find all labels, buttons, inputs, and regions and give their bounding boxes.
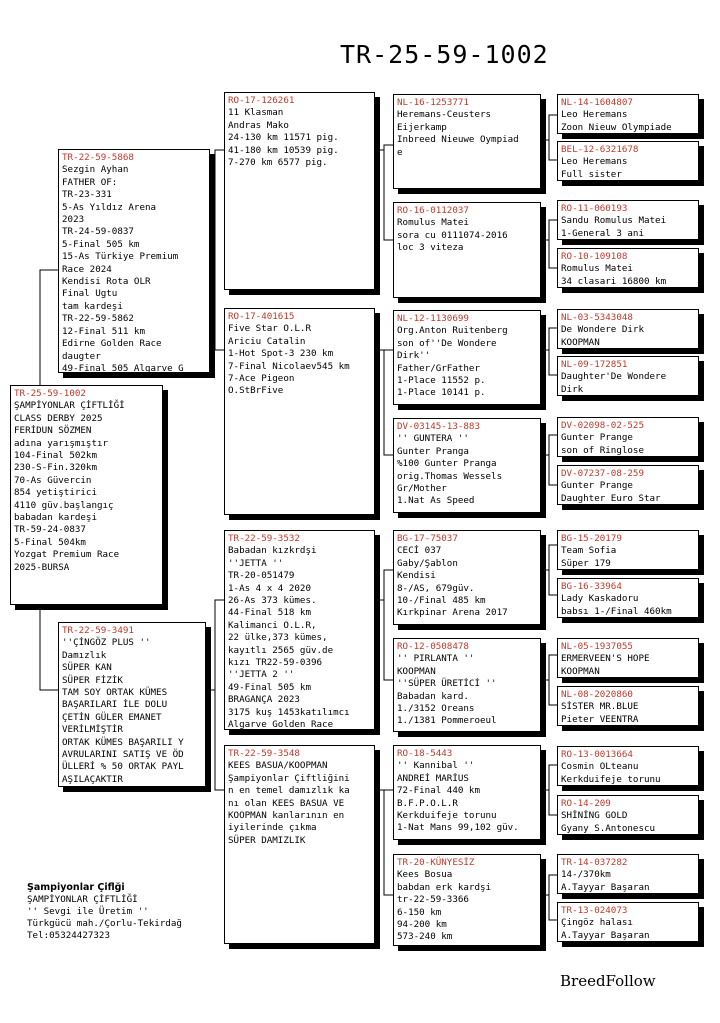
card-line: TR-24-59-0837: [62, 226, 134, 238]
gen4-card-13[interactable]: [557, 746, 699, 786]
card-line: Pieter VEENTRA: [561, 713, 639, 725]
card-line: 24-130 km 11571 pig.: [228, 132, 339, 144]
card-line: Five Star O.L.R: [228, 323, 311, 335]
card-line: Leo Heremans: [561, 109, 628, 121]
card-lines: [561, 371, 695, 396]
ring-number: RO-18-5443: [397, 748, 453, 759]
card-line: Gr/Mother: [397, 483, 447, 495]
ring-number: RO-13-0013664: [561, 749, 633, 760]
card-line: AVRULARINI SATIŞ VE ÖD: [62, 749, 184, 761]
card-line: Gunter Prange: [561, 432, 633, 444]
card-lines: [561, 593, 695, 618]
card-line: 12-Final 511 km: [62, 325, 145, 337]
card-line: babadan kardeşi: [14, 512, 97, 524]
card-line: 2023: [62, 214, 85, 226]
card-line: Süper 179: [561, 557, 611, 569]
gen4-card-4[interactable]: [557, 248, 699, 288]
ring-number: DV-03145-13-883: [397, 421, 480, 432]
ring-number: TR-25-59-1002: [14, 388, 86, 399]
card-lines: [397, 545, 537, 619]
card-line: e: [397, 146, 403, 158]
card-line: KOOPMAN kanlarının en: [228, 810, 345, 822]
card-line: loc 3 viteza: [397, 242, 464, 254]
ring-number: NL-14-1604807: [561, 97, 633, 108]
card-line: tr-22-59-3366: [397, 894, 469, 906]
card-line: Gunter Prange: [561, 480, 633, 492]
card-lines: [62, 637, 202, 786]
card-line: 1-As 4 x 4 2020: [228, 582, 311, 594]
card-line: Final Ugtu: [62, 288, 118, 300]
card-line: 854 yetiştirici: [14, 487, 97, 499]
gen4-card-6[interactable]: [557, 356, 699, 396]
ring-number: BG-16-33964: [561, 581, 622, 592]
ring-number: TR-22-59-3548: [228, 748, 300, 759]
card-line: Andras Mako: [228, 119, 289, 131]
card-line: TR-23-331: [62, 189, 112, 201]
card-line: Sezgin Ayhan: [62, 164, 129, 176]
card-lines: [228, 760, 371, 847]
card-line: 7-Final Nicolaev545 km: [228, 360, 350, 372]
card-line: O.StBrFive: [228, 385, 284, 397]
ring-number: TR-22-59-3491: [62, 625, 134, 636]
card-line: 7-Ace Pigeon: [228, 373, 295, 385]
ring-number: RO-14-209: [561, 798, 611, 809]
gen3-card-4[interactable]: [393, 418, 541, 513]
card-line: Babadan kard.: [397, 690, 469, 702]
card-lines: [397, 433, 537, 507]
card-line: TR-22-59-5862: [62, 313, 134, 325]
card-line: tam kardeşi: [62, 300, 123, 312]
ring-number: BEL-12-6321678: [561, 144, 639, 155]
card-line: 1.Nat As Speed: [397, 495, 475, 507]
card-line: BRAGANÇA 2023: [228, 694, 300, 706]
card-line: Romulus Matei: [561, 263, 633, 275]
card-line: Kerkduifeje torunu: [397, 810, 497, 822]
card-line: 10-/Final 485 km: [397, 595, 486, 607]
dam-card[interactable]: [58, 622, 206, 787]
card-lines: [561, 869, 695, 894]
card-lines: [14, 400, 159, 574]
card-line: SÜPER FİZİK: [62, 674, 123, 686]
gen3-card-5[interactable]: [393, 530, 541, 625]
card-line: 3175 kuş 1453katılımcı: [228, 706, 350, 718]
card-line: 34 clasari 16800 km: [561, 275, 667, 287]
gen3-card-7[interactable]: [393, 745, 541, 840]
breeder-name: Şampiyonlar Çiflği: [27, 882, 125, 893]
card-line: Kees Bosua: [397, 869, 453, 881]
card-line: ''JETTA 2 '': [228, 669, 295, 681]
card-line: Org.Anton Ruitenberg: [397, 325, 508, 337]
card-line: babdan erk kardşi: [397, 881, 492, 893]
card-line: KOOPMAN: [561, 665, 600, 677]
card-lines: [62, 164, 206, 373]
card-line: Algarve Golden Race: [228, 719, 334, 730]
card-line: Father/GrFather: [397, 362, 480, 374]
gen4-card-12[interactable]: [557, 686, 699, 726]
card-line: Gyany S.Antonescu: [561, 822, 656, 834]
ring-number: TR-13-024073: [561, 905, 628, 916]
card-line: kızı TR22-59-0396: [228, 657, 323, 669]
card-line: Lady Kaskadoru: [561, 593, 639, 605]
card-line: 41-180 km 10539 pig.: [228, 144, 339, 156]
card-line: 49-Final 505 km: [228, 681, 311, 693]
card-line: A.Tayyar Başaran: [561, 929, 650, 941]
card-line: '' Kannibal '': [397, 760, 475, 772]
card-line: CLASS DERBY 2025: [14, 412, 103, 424]
card-lines: [561, 215, 695, 240]
gen3-card-3[interactable]: [393, 310, 541, 405]
card-line: Ariciu Catalin: [228, 335, 306, 347]
ring-number: BG-15-20179: [561, 533, 622, 544]
card-line: Edirne Golden Race: [62, 338, 162, 350]
card-line: FERİDUN SÖZMEN: [14, 425, 92, 437]
ring-number: NL-16-1253771: [397, 97, 469, 108]
page-title: TR-25-59-1002: [340, 40, 549, 69]
ring-number: NL-05-1937055: [561, 641, 633, 652]
card-line: Cosmin OLteanu: [561, 761, 639, 773]
gen4-card-14[interactable]: [557, 795, 699, 835]
card-line: babsı 1-/Final 460km: [561, 605, 672, 617]
card-line: ŞAMPİYONLAR ÇİFTLİĞİ: [14, 400, 125, 412]
card-line: Full sister: [561, 168, 622, 180]
card-line: ÇETİN GÜLER EMANET: [62, 711, 162, 723]
card-lines: [561, 545, 695, 570]
card-lines: [561, 653, 695, 678]
card-line: 4110 güv.başlangıç: [14, 499, 114, 511]
card-lines: [397, 217, 537, 254]
card-line: Yozgat Premium Race: [14, 549, 120, 561]
card-line: Şampiyonlar Çiftliğini: [228, 772, 350, 784]
ring-number: BG-17-75037: [397, 533, 458, 544]
card-line: TAM SOY ORTAK KÜMES: [62, 687, 168, 699]
card-line: 1-Place 10141 p.: [397, 387, 486, 399]
subject-card[interactable]: [10, 385, 163, 605]
card-line: SÜPER KAN: [62, 662, 112, 674]
ring-number: NL-03-5343048: [561, 312, 633, 323]
card-line: 5-Final 505 km: [62, 238, 140, 250]
card-line: TR-20-051479: [228, 570, 295, 582]
card-line: KOOPMAN: [397, 665, 436, 677]
card-lines: [397, 869, 537, 943]
card-line: CECİ 037: [397, 545, 442, 557]
card-line: orig.Thomas Wessels: [397, 470, 503, 482]
card-line: Inbreed Nieuwe Oympiad: [397, 134, 519, 146]
ring-number: NL-09-172851: [561, 359, 628, 370]
breeder-line: '' Sevgi ile Üretim '': [27, 906, 149, 917]
card-line: 2025-BURSA: [14, 561, 70, 573]
ring-number: TR-14-037282: [561, 857, 628, 868]
card-lines: [397, 760, 537, 834]
card-line: son of Ringlose: [561, 444, 644, 456]
card-line: sora cu 0111074-2016: [397, 229, 508, 241]
granddam-paternal-card[interactable]: [224, 308, 375, 515]
card-line: '' PIRLANTA '': [397, 653, 475, 665]
card-line: 72-Final 440 km: [397, 785, 480, 797]
gen4-card-8[interactable]: [557, 465, 699, 505]
card-line: KOOPMAN: [561, 336, 600, 348]
card-line: iyilerinde çıkma: [228, 822, 317, 834]
card-line: Gaby/Şablon: [397, 557, 458, 569]
card-lines: [561, 480, 695, 505]
card-line: SİSTER MR.BLUE: [561, 701, 639, 713]
card-line: ERMERVEEN'S HOPE: [561, 653, 650, 665]
grandsire-maternal-card[interactable]: [224, 530, 375, 730]
breeder-line: Türkgücü mah./Çorlu-Tekirdağ: [27, 918, 182, 929]
card-line: 5-Final 504km: [14, 536, 86, 548]
card-line: Kırkpinar Arena 2017: [397, 607, 508, 619]
card-line: Sandu Romulus Matei: [561, 215, 667, 227]
card-line: ORTAK KÜMES BAŞARILI Y: [62, 736, 184, 748]
card-lines: [561, 917, 695, 942]
card-line: kayıtlı 2565 güv.de: [228, 644, 334, 656]
gen4-card-7[interactable]: [557, 417, 699, 457]
card-line: 104-Final 502km: [14, 450, 97, 462]
gen4-card-5[interactable]: [557, 309, 699, 349]
gen4-card-1[interactable]: [557, 94, 699, 134]
gen3-card-1[interactable]: [393, 94, 541, 189]
card-line: 1./3152 Oreans: [397, 703, 475, 715]
gen3-card-2[interactable]: [393, 202, 541, 298]
ring-number: RO-11-060193: [561, 203, 628, 214]
card-line: 5-As Yıldız Arena: [62, 201, 157, 213]
card-line: Dirk: [561, 383, 584, 395]
brand-logo-text: BreedFollow: [560, 972, 656, 990]
gen4-card-9[interactable]: [557, 530, 699, 570]
card-lines: [561, 432, 695, 457]
gen4-card-10[interactable]: [557, 578, 699, 618]
card-line: 7-270 km 6577 pig.: [228, 157, 328, 169]
breeder-phone: Tel:05324427323: [27, 930, 110, 941]
card-line: 1-Nat Mans 99,102 güv.: [397, 822, 519, 834]
gen4-card-11[interactable]: [557, 638, 699, 678]
card-lines: [228, 545, 371, 730]
card-line: 22 ülke,373 kümes,: [228, 632, 328, 644]
card-line: 15-As Türkiye Premium: [62, 251, 179, 263]
card-line: 8-/AS, 679güv.: [397, 582, 475, 594]
card-line: 26-As 373 kümes.: [228, 595, 317, 607]
card-line: KEES BASUA/KOOPMAN: [228, 760, 328, 772]
card-line: Daughter Euro Star: [561, 492, 661, 504]
card-line: Race 2024: [62, 263, 112, 275]
ring-number: RO-17-126261: [228, 95, 295, 106]
card-line: SHİNİNG GOLD: [561, 810, 628, 822]
grandsire-paternal-card[interactable]: [224, 92, 375, 290]
ring-number: NL-12-1130699: [397, 313, 469, 324]
gen3-card-8[interactable]: [393, 854, 541, 946]
card-line: 70-As Güvercin: [14, 474, 92, 486]
card-line: Eijerkamp: [397, 121, 447, 133]
ring-number: RO-10-109108: [561, 251, 628, 262]
card-lines: [561, 263, 695, 288]
card-line: 1-Place 11552 p.: [397, 375, 486, 387]
gen4-card-16[interactable]: [557, 902, 699, 942]
card-line: Heremans-Ceusters: [397, 109, 492, 121]
card-line: ''JETTA '': [228, 557, 284, 569]
ring-number: RO-12-0508478: [397, 641, 469, 652]
card-line: 6-150 km: [397, 906, 442, 918]
card-line: A.Tayyar Başaran: [561, 881, 650, 893]
sire-card[interactable]: [58, 149, 210, 373]
card-line: ''ÇİNGÖZ PLUS '': [62, 637, 151, 649]
card-line: Romulus Matei: [397, 217, 469, 229]
card-line: 44-Final 518 km: [228, 607, 311, 619]
card-line: 1-Hot Spot-3 230 km: [228, 348, 334, 360]
card-line: ANDREİ MARİUS: [397, 772, 469, 784]
card-lines: [561, 810, 695, 835]
card-line: son of''De Wondere: [397, 337, 497, 349]
card-line: Leo Heremans: [561, 156, 628, 168]
ring-number: DV-02098-02-525: [561, 420, 644, 431]
card-lines: [397, 325, 537, 399]
card-line: daugter: [62, 350, 101, 362]
card-lines: [561, 109, 695, 134]
card-line: BAŞARILARI İLE DOLU: [62, 699, 168, 711]
card-line: Kerkduifeje torunu: [561, 773, 661, 785]
card-line: ''SÜPER ÜRETİCİ '': [397, 678, 497, 690]
card-line: '' GUNTERA '': [397, 433, 469, 445]
gen3-card-6[interactable]: [393, 638, 541, 732]
card-line: Kalimanci O.L.R,: [228, 619, 317, 631]
card-line: VERİLMİŞTİR: [62, 724, 123, 736]
card-line: 94-200 km: [397, 919, 447, 931]
card-line: Team Sofia: [561, 545, 617, 557]
card-line: 573-240 km: [397, 931, 453, 943]
ring-number: RO-16-0112037: [397, 205, 469, 216]
card-line: Damızlık: [62, 649, 107, 661]
ring-number: TR-20-KÜNYESİZ: [397, 857, 475, 868]
card-line: %100 Gunter Pranga: [397, 458, 497, 470]
card-lines: [228, 107, 371, 169]
card-line: Çingöz halası: [561, 917, 633, 929]
card-line: AŞILAÇAKTIR: [62, 773, 123, 785]
breeder-line: ŞAMPİYONLAR ÇİFTLİĞİ: [27, 894, 138, 905]
card-line: Kendisi Rota OLR: [62, 276, 151, 288]
ring-number: TR-22-59-5868: [62, 152, 134, 163]
card-line: SÜPER DAMIZLIK: [228, 834, 306, 846]
card-lines: [397, 109, 537, 159]
ring-number: DV-07237-08-259: [561, 468, 644, 479]
card-line: 49-Final 505 Algarve G: [62, 362, 184, 373]
gen4-card-2[interactable]: [557, 141, 699, 181]
card-line: TR-59-24-0837: [14, 524, 86, 536]
card-line: 230-S-Fin.320km: [14, 462, 97, 474]
card-line: Zoon Nieuw Olympiade: [561, 121, 672, 133]
card-lines: [561, 156, 695, 181]
ring-number: TR-22-59-3532: [228, 533, 300, 544]
card-line: 1./1381 Pommeroeul: [397, 715, 497, 727]
card-line: n en temel damızlık ka: [228, 785, 350, 797]
card-line: B.F.P.O.L.R: [397, 797, 458, 809]
ring-number: RO-17-401615: [228, 311, 295, 322]
card-lines: [561, 761, 695, 786]
ring-number: NL-08-2020860: [561, 689, 633, 700]
breeder-info: [27, 882, 182, 942]
card-lines: [397, 653, 537, 727]
card-line: De Wondere Dirk: [561, 324, 644, 336]
card-line: Babadan kızkrdşi: [228, 545, 317, 557]
card-lines: [228, 323, 371, 397]
card-line: Dirk'': [397, 350, 431, 362]
card-lines: [561, 324, 695, 349]
granddam-maternal-card[interactable]: [224, 745, 375, 944]
card-line: 14-/370km: [561, 869, 611, 881]
card-line: adına yarışmıştır: [14, 437, 109, 449]
card-line: Daughter'De Wondere: [561, 371, 667, 383]
card-line: ÜLLERİ % 50 ORTAK PAYL: [62, 761, 184, 773]
card-line: Kendisi: [397, 570, 436, 582]
gen4-card-15[interactable]: [557, 854, 699, 894]
card-line: FATHER OF:: [62, 176, 118, 188]
card-line: nı olan KEES BASUA VE: [228, 797, 345, 809]
card-line: Gunter Pranga: [397, 445, 469, 457]
card-lines: [561, 701, 695, 726]
card-line: 11 Klasman: [228, 107, 284, 119]
gen4-card-3[interactable]: [557, 200, 699, 240]
card-line: 1-General 3 ani: [561, 227, 644, 239]
